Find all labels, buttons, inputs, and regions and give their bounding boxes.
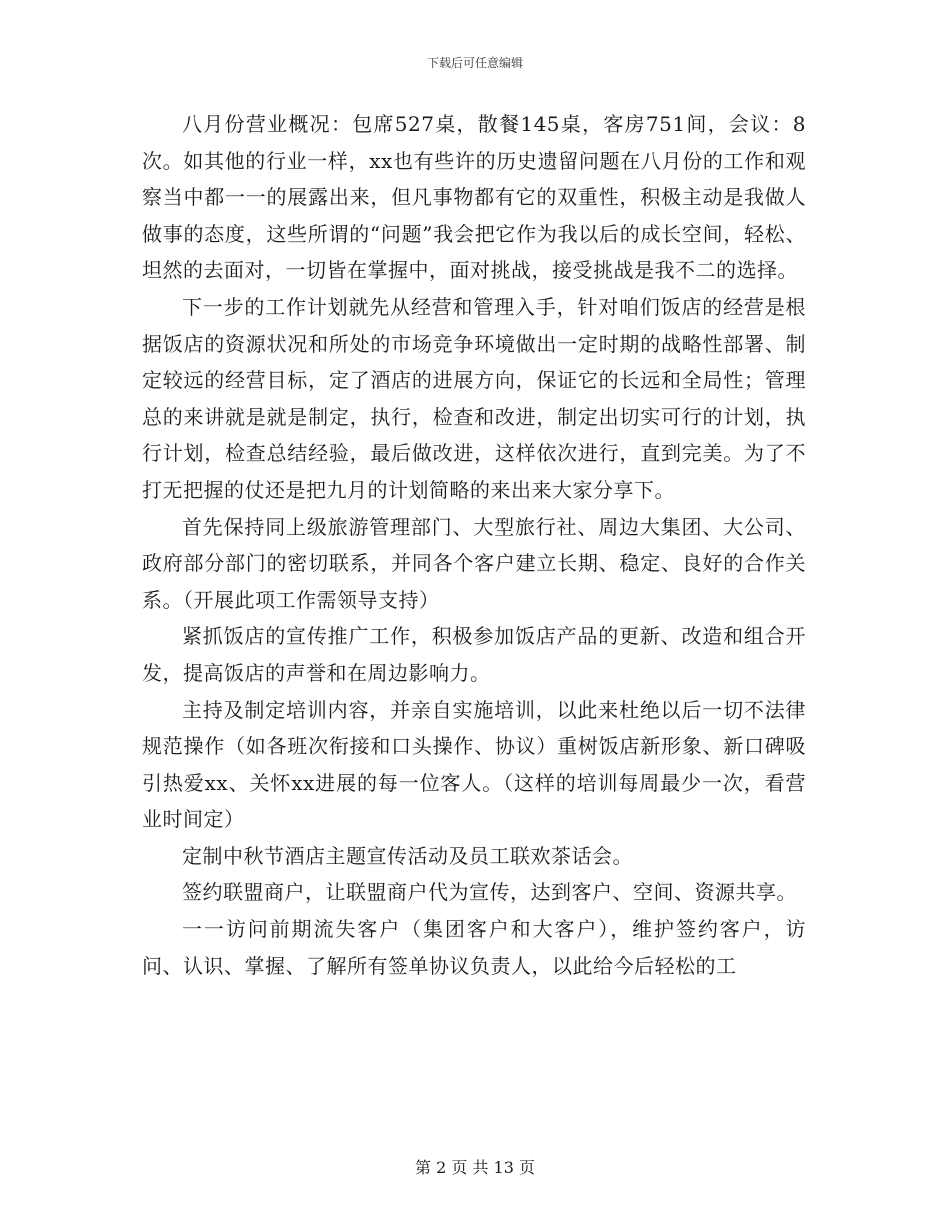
paragraph-next-plan: 下一步的工作计划就先从经营和管理入手，针对咱们饭店的经营是根据饭店的资源状况和所处的市场竞争环境做出一定时期的战略性部署、制定较远的经营目标，定了酒店的进展方向，保证它的长远和全局性；管理总的来讲就是就是制定，执行，检查和改进，制定出切实可行的计划，执行计划，检查总结经验，最后做改进，这样依次进行，直到完美。为了不打无把握的仗还是把九月的计划简略的来出来大家分享下。: [142, 294, 806, 502]
paragraph-alliance: 签约联盟商户，让联盟商户代为宣传，达到客户、空间、资源共享。: [182, 880, 797, 905]
paragraph-customer-visits: 一一访问前期流失客户（集团客户和大客户），维护签约客户，访问、认识、掌握、了解所有签单协议负责人，以此给今后轻松的工: [142, 917, 806, 978]
paragraph-promotion: 紧抓饭店的宣传推广工作，积极参加饭店产品的更新、改造和组合开发，提高饭店的声誉和在周边影响力。: [142, 624, 806, 685]
paragraph-training: 主持及制定培训内容，并亲自实施培训，以此来杜绝以后一切不法律规范操作（如各班次衔接和口头操作、协议）重树饭店新形象、新口碑吸引热爱xx、关怀xx进展的每一位客人。（这样的培训每周最少一次，看营业时间定）: [142, 697, 806, 832]
document-body: [142, 106, 806, 984]
paragraph-contact-relations: 首先保持同上级旅游管理部门、大型旅行社、周边大集团、大公司、政府部分部门的密切联系，并同各个客户建立长期、稳定、良好的合作关系。（开展此项工作需领导支持）: [142, 514, 806, 612]
paragraph-august-summary: 八月份营业概况：包席527桌，散餐145桌，客房751间，会议：8次。如其他的行业一样，xx也有些许的历史遗留问题在八月份的工作和观察当中都一一的展露出来，但凡事物都有它的双重性，积极主动是我做人做事的态度，这些所谓的“问题”我会把它作为我以后的成长空间，轻松、坦然的去面对，一切皆在掌握中，面对挑战，接受挑战是我不二的选择。: [142, 112, 806, 283]
paragraph-mid-autumn: 定制中秋节酒店主题宣传活动及员工联欢茶话会。: [182, 843, 633, 868]
page-footer: 第 2 页 共 13 页: [415, 1158, 535, 1177]
page-header: 下载后可任意编辑: [426, 56, 523, 70]
